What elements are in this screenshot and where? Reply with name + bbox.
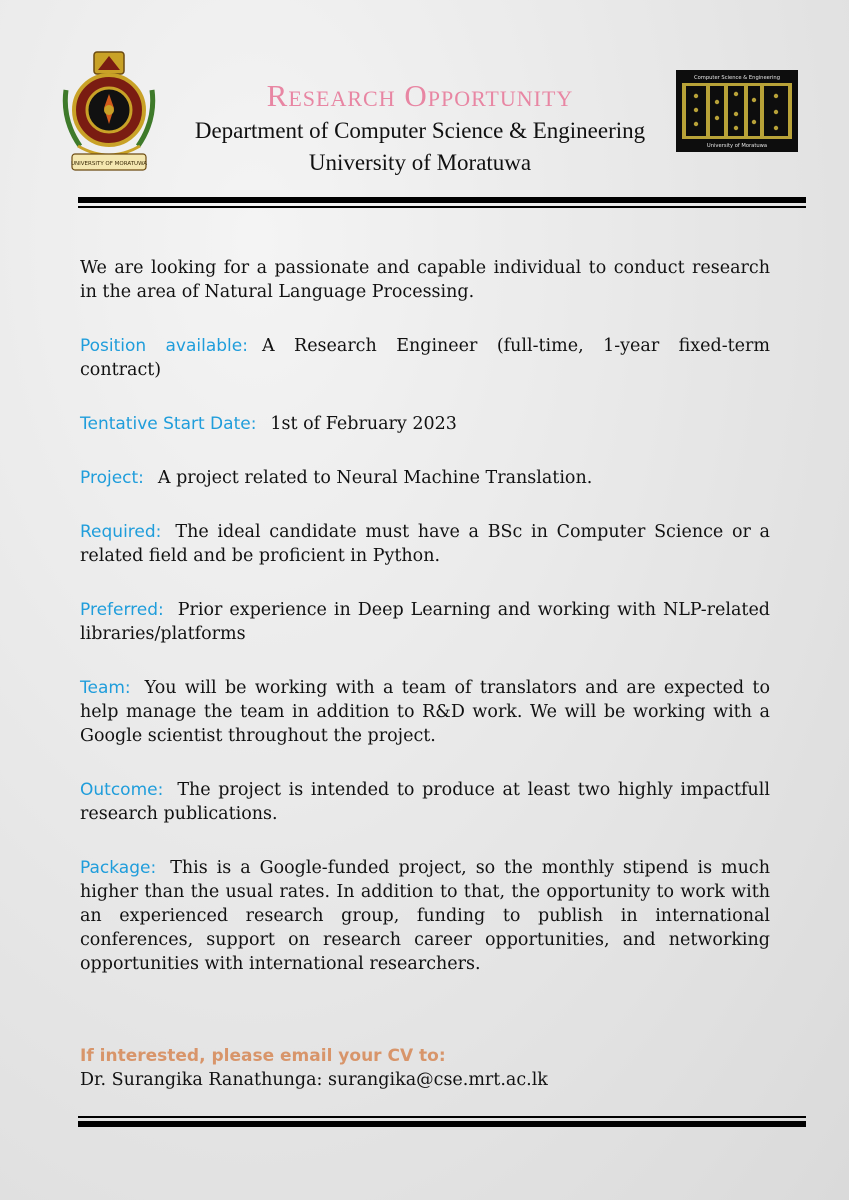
section-label: Preferred: <box>80 600 164 620</box>
section-preferred <box>80 598 770 646</box>
section-text: A project related to Neural Machine Translation. <box>157 468 593 488</box>
intro-paragraph: We are looking for a passionate and capable individual to conduct research in the area of Natural Language Processing. <box>80 258 770 302</box>
section-outcome <box>80 778 770 826</box>
section-label: Project: <box>80 468 144 488</box>
section-text: 1st of February 2023 <box>270 414 457 434</box>
main-content <box>80 256 770 1006</box>
cse-logo-bottom-text: University of Moratuwa <box>706 143 768 149</box>
department-name: Department of Computer Science & Engineering <box>194 118 646 143</box>
university-name: University of Moratuwa <box>308 150 532 175</box>
section-start-date <box>80 412 770 436</box>
section-label: Outcome: <box>80 780 164 800</box>
section-label: Team: <box>80 678 131 698</box>
section-label: Required: <box>80 522 162 542</box>
top-divider <box>78 197 806 208</box>
contact-block <box>80 1044 770 1092</box>
section-text: This is a Google-funded project, so the monthly stipend is much higher than the usual rates. In addition to that, the opportunity to work with an experienced research group, funding to publish in international conferences, support on research career opportunities, and networking opportunities with international researchers. <box>80 858 770 974</box>
section-text: You will be working with a team of translators and are expected to help manage the team in addition to R&D work. We will be working with a Google scientist throughout the project. <box>80 678 770 746</box>
cse-department-logo <box>676 70 798 152</box>
section-label: Position available: <box>80 336 248 356</box>
contact-line: Dr. Surangika Ranathunga: surangika@cse.mrt.ac.lk <box>80 1070 548 1090</box>
contact-prompt: If interested, please email your CV to: <box>80 1046 446 1066</box>
header <box>0 0 849 200</box>
section-position <box>80 334 770 382</box>
section-required <box>80 520 770 568</box>
page-title: Research Opportunity <box>266 78 574 113</box>
section-text: The project is intended to produce at least two highly impactfull research publications. <box>80 780 770 824</box>
crest-logo-text: UNIVERSITY OF MORATUWA <box>71 161 147 167</box>
bottom-divider <box>78 1116 806 1127</box>
section-label: Package: <box>80 858 157 878</box>
section-package <box>80 856 770 976</box>
section-label: Tentative Start Date: <box>80 414 257 434</box>
section-team <box>80 676 770 748</box>
university-crest-logo <box>58 50 160 178</box>
title-block <box>170 78 670 178</box>
section-project <box>80 466 770 490</box>
section-text: Prior experience in Deep Learning and working with NLP-related libraries/platforms <box>80 600 770 644</box>
cse-logo-top-text: Computer Science & Engineering <box>693 75 781 81</box>
section-text: A Research Engineer (full-time, 1-year fixed-term contract) <box>80 336 770 380</box>
section-text: The ideal candidate must have a BSc in Computer Science or a related field and be proficient in Python. <box>80 522 770 566</box>
